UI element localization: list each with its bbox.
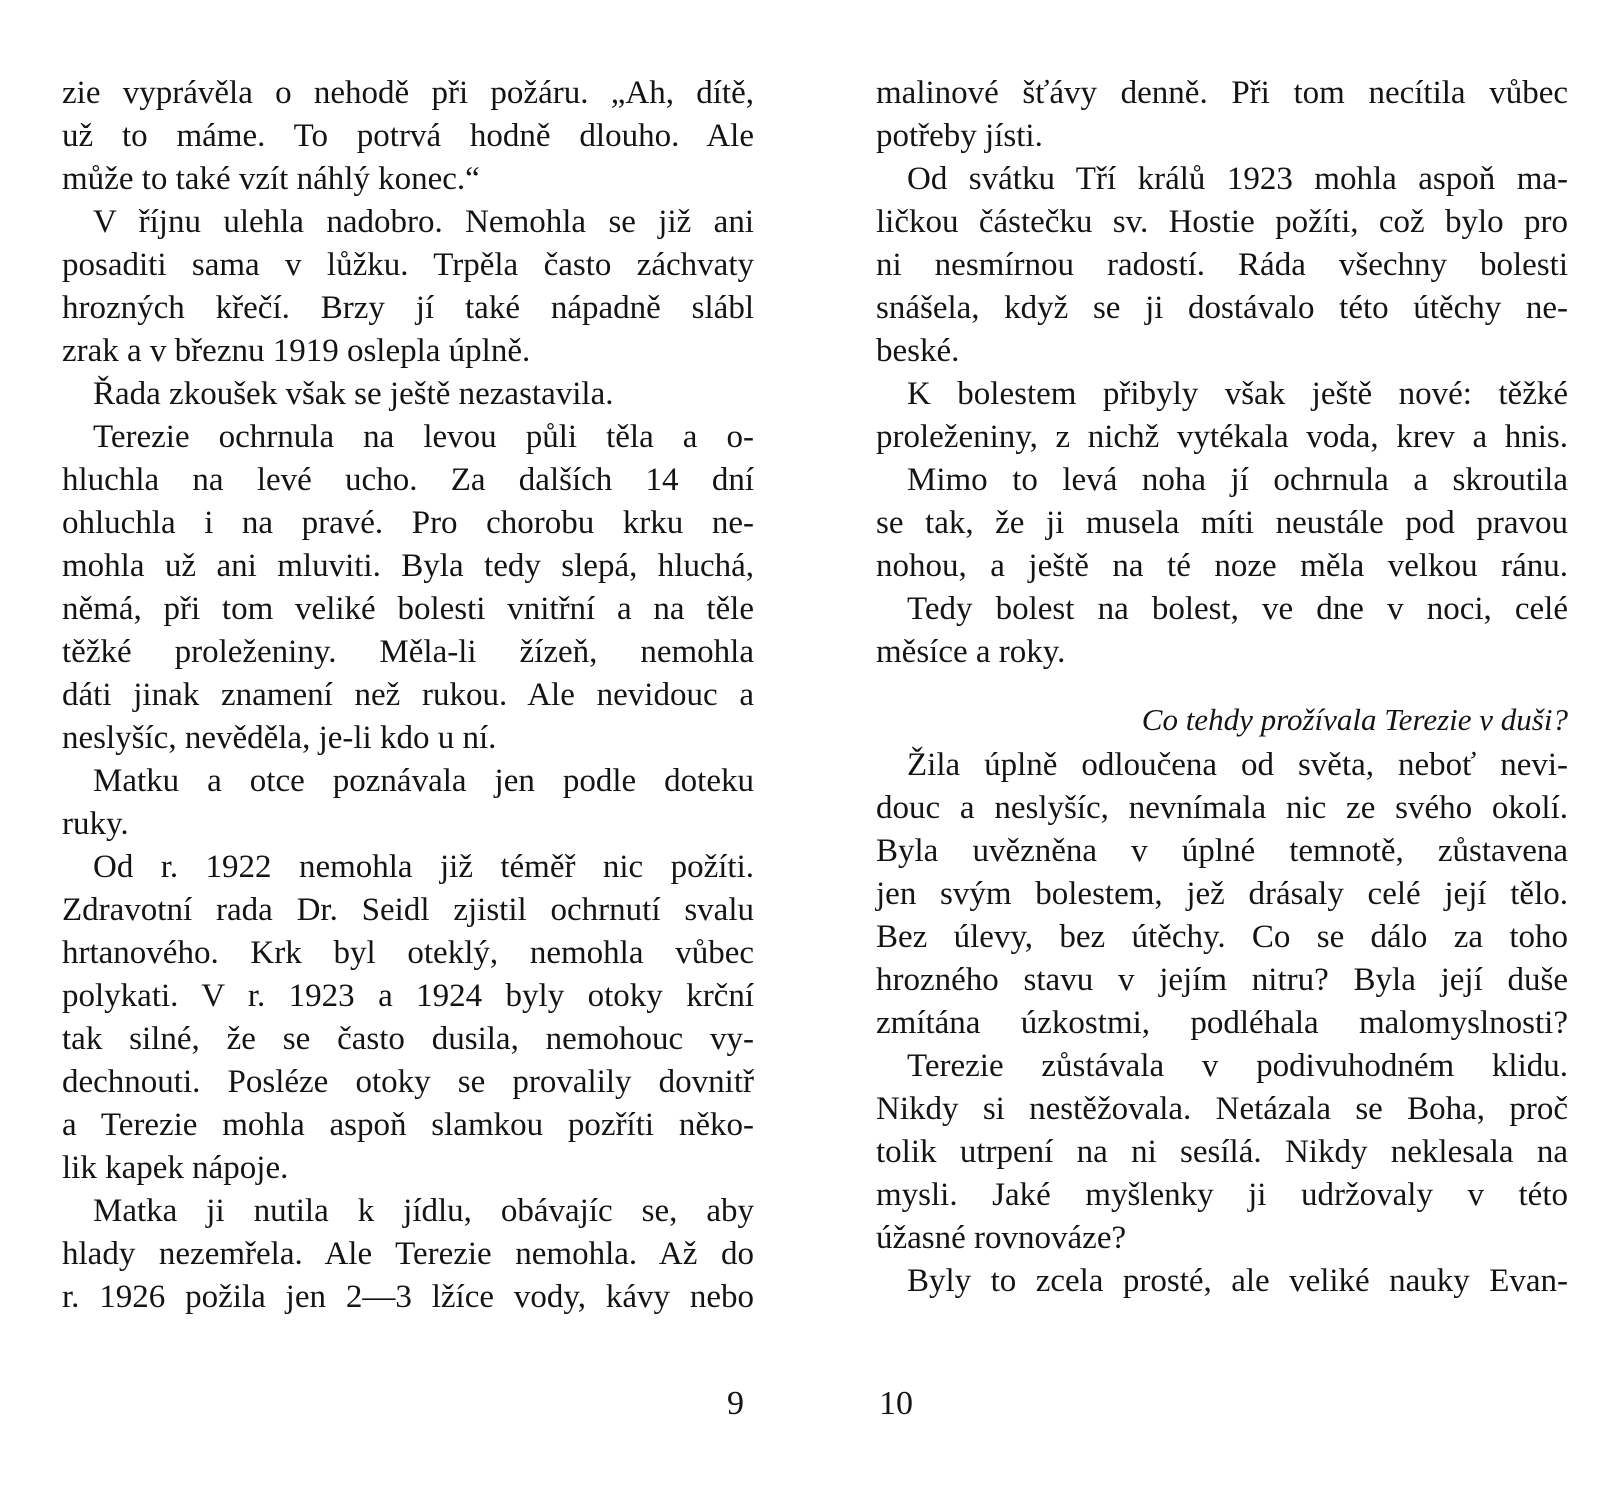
text-line: jen svým bolestem, jež drásaly celé její tělo. [876, 876, 1568, 912]
text-line: posaditi sama v lůžku. Trpěla často záchvaty [62, 247, 754, 283]
left-page [62, 72, 754, 1319]
text-line: neslyšíc, nevěděla, je-li kdo u ní. [62, 720, 497, 756]
text-line: Řada zkoušek však se ještě nezastavila. [93, 376, 614, 412]
text-line: V říjnu ulehla nadobro. Nemohla se již ani [93, 204, 754, 240]
text-line: mohla už ani mluviti. Byla tedy slepá, hluchá, [62, 548, 754, 584]
text-line: ohluchla i na pravé. Pro chorobu krku ne- [62, 505, 754, 541]
text-line: zie vyprávěla o nehodě při požáru. „Ah, dítě, [62, 75, 754, 111]
text-line: Bez úlevy, bez útěchy. Co se dálo za toho [876, 919, 1568, 955]
text-line: K bolestem přibyly však ještě nové: těžké [907, 376, 1568, 412]
text-line: dáti jinak znamení než rukou. Ale nevidouc a [62, 677, 754, 713]
left-page-text [62, 72, 754, 1319]
text-line: Byly to zcela prosté, ale veliké nauky Evan- [907, 1263, 1568, 1299]
text-line: ni nesmírnou radostí. Ráda všechny bolesti [876, 247, 1568, 283]
text-line: r. 1926 požila jen 2—3 lžíce vody, kávy nebo [62, 1279, 754, 1315]
text-line: Matka ji nutila k jídlu, obávajíc se, aby [93, 1193, 754, 1229]
text-line: tolik utrpení na ni sesílá. Nikdy neklesala na [876, 1134, 1568, 1170]
text-line: ruky. [62, 806, 129, 842]
text-line: Zdravotní rada Dr. Seidl zjistil ochrnutí svalu [62, 892, 754, 928]
text-line: lik kapek nápoje. [62, 1150, 289, 1186]
text-line: hrtanového. Krk byl oteklý, nemohla vůbec [62, 935, 754, 971]
text-line: Mimo to levá noha jí ochrnula a skroutila [907, 462, 1568, 498]
right-page-text-after-heading [876, 744, 1568, 1303]
text-line: úžasné rovnováze? [876, 1220, 1127, 1256]
left-page-number: 9 [727, 1385, 744, 1422]
text-line: douc a neslyšíc, nevnímala nic ze svého okolí. [876, 790, 1568, 826]
text-line: a Terezie mohla aspoň slamkou pozříti něko- [62, 1107, 754, 1143]
right-page-text-before-heading [876, 72, 1568, 674]
text-line: těžké proleženiny. Měla-li žízeň, nemohla [62, 634, 754, 670]
text-line: Od r. 1922 nemohla již téměř nic požíti. [93, 849, 754, 885]
text-line: polykati. V r. 1923 a 1924 byly otoky krční [62, 978, 754, 1014]
text-line: tak silné, že se často dusila, nemohouc vy- [62, 1021, 754, 1057]
text-line: Nikdy si nestěžovala. Netázala se Boha, proč [876, 1091, 1568, 1127]
text-line: mysli. Jaké myšlenky ji udržovaly v této [876, 1177, 1568, 1213]
text-line: potřeby jísti. [876, 118, 1043, 154]
text-line: už to máme. To potrvá hodně dlouho. Ale [62, 118, 754, 154]
text-line: snášela, když se ji dostávalo této útěchy ne- [876, 290, 1568, 326]
text-line: beské. [876, 333, 960, 369]
text-line: Tedy bolest na bolest, ve dne v noci, celé [907, 591, 1568, 627]
right-page [876, 72, 1568, 1303]
text-line: malinové šťávy denně. Při tom necítila vůbec [876, 75, 1568, 111]
right-page-number: 10 [879, 1385, 913, 1422]
text-line: ličkou částečku sv. Hostie požíti, což bylo pro [876, 204, 1568, 240]
text-line: Terezie ochrnula na levou půli těla a o- [93, 419, 754, 455]
text-line: Terezie zůstávala v podivuhodném klidu. [907, 1048, 1568, 1084]
text-line: zrak a v březnu 1919 oslepla úplně. [62, 333, 531, 369]
text-line: se tak, že ji musela míti neustále pod pravou [876, 505, 1568, 541]
text-line: dechnouti. Posléze otoky se provalily dovnitř [62, 1064, 754, 1100]
text-line: může to také vzít náhlý konec.“ [62, 161, 480, 197]
text-line: Byla uvězněna v úplné temnotě, zůstavena [876, 833, 1568, 869]
text-line: hlady nezemřela. Ale Terezie nemohla. Až do [62, 1236, 754, 1272]
text-line: Matku a otce poznávala jen podle doteku [93, 763, 754, 799]
text-line: zmítána úzkostmi, podléhala malomyslnosti? [876, 1005, 1568, 1041]
text-line: proleženiny, z nichž vytékala voda, krev a hnis. [876, 419, 1568, 455]
text-line: hrozných křečí. Brzy jí také nápadně slábl [62, 290, 754, 326]
text-line: němá, při tom veliké bolesti vnitřní a na těle [62, 591, 754, 627]
text-line: Od svátku Tří králů 1923 mohla aspoň ma- [907, 161, 1568, 197]
text-line: měsíce a roky. [876, 634, 1066, 670]
text-line: hluchla na levé ucho. Za dalších 14 dní [62, 462, 754, 498]
text-line: Žila úplně odloučena od světa, neboť nevi- [907, 747, 1568, 783]
text-line: hrozného stavu v jejím nitru? Byla její duše [876, 962, 1568, 998]
section-heading: Co tehdy prožívala Terezie v duši? [1141, 702, 1568, 737]
text-line: nohou, a ještě na té noze měla velkou ránu. [876, 548, 1568, 584]
